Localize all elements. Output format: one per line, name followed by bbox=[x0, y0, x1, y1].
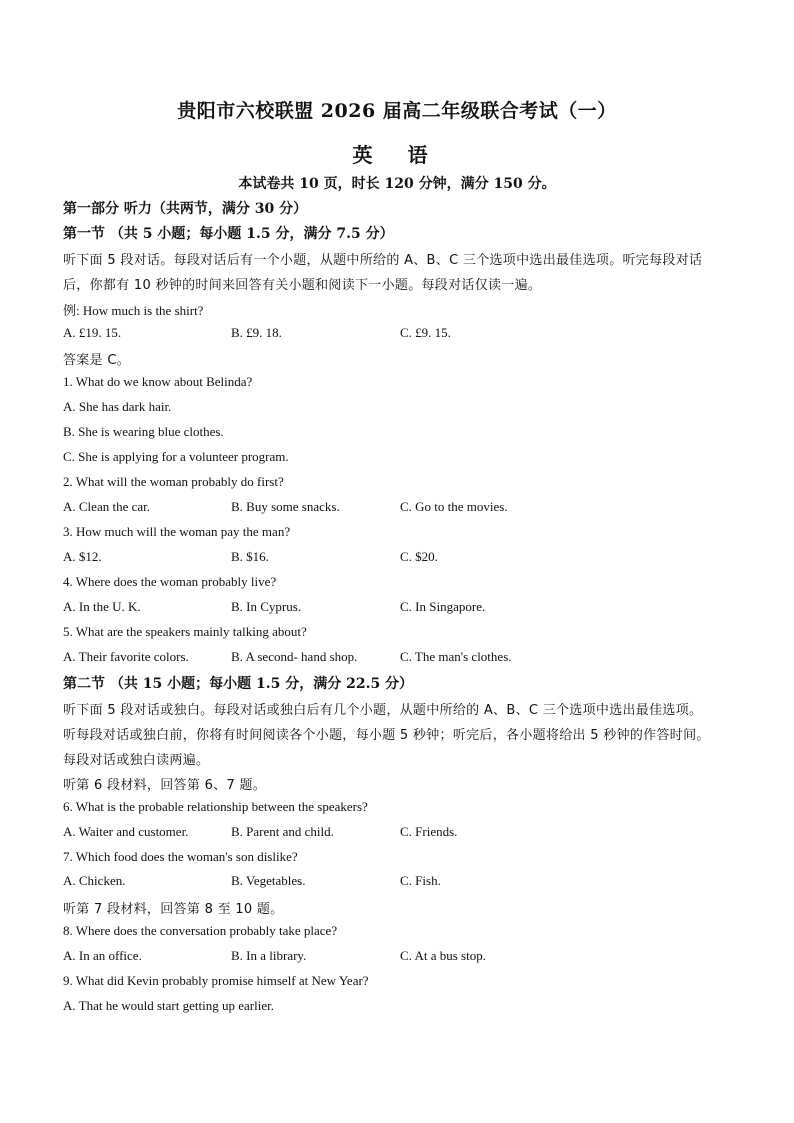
question-1: 1. What do we know about Belinda? bbox=[63, 374, 253, 389]
example-option-a: A. £19. 15. bbox=[63, 325, 122, 340]
section2-instruction-cont: 听每段对话或独白前，你将有时间阅读各个小题，每小题 5 秒钟；听完后，各小题将给出 5 秒钟的作答时间。 bbox=[63, 728, 710, 743]
question-7: 7. Which food does the woman's son dislike? bbox=[63, 849, 298, 864]
question-2-option-c: C. Go to the movies. bbox=[400, 499, 508, 514]
example-answer: 答案是 C。 bbox=[63, 353, 131, 368]
question-4-option-b: B. In Cyprus. bbox=[231, 599, 302, 614]
question-6-option-b: B. Parent and child. bbox=[231, 824, 334, 839]
question-8-option-b: B. In a library. bbox=[231, 948, 307, 963]
exam-title: 贵阳市六校联盟 2026 届高二年级联合考试（一） bbox=[177, 100, 617, 122]
question-5-option-a: A. Their favorite colors. bbox=[63, 649, 189, 664]
example-option-b: B. £9. 18. bbox=[231, 325, 282, 340]
question-5: 5. What are the speakers mainly talking about? bbox=[63, 624, 307, 639]
question-7-option-a: A. Chicken. bbox=[63, 873, 126, 888]
question-8: 8. Where does the conversation probably take place? bbox=[63, 923, 338, 938]
subject-title: 英 语 bbox=[352, 143, 442, 167]
section2-heading: 第二节 （共 15 小题；每小题 1.5 分，满分 22.5 分） bbox=[63, 676, 414, 692]
question-3-option-c: C. $20. bbox=[400, 549, 438, 564]
question-1-option-c: C. She is applying for a volunteer program. bbox=[63, 449, 289, 464]
section1-instruction-cont: 后，你都有 10 秒钟的时间来回答有关小题和阅读下一小题。每段对话仅读一遍。 bbox=[63, 278, 542, 293]
question-2-option-b: B. Buy some snacks. bbox=[231, 499, 340, 514]
section2-instruction: 听下面 5 段对话或独白。每段对话或独白后有几个小题，从题中所给的 A、B、C 三个选项中选出最佳选项。 bbox=[63, 703, 703, 718]
exam-info: 本试卷共 10 页，时长 120 分钟，满分 150 分。 bbox=[238, 176, 556, 192]
question-3-option-b: B. $16. bbox=[231, 549, 269, 564]
question-4-option-a: A. In the U. K. bbox=[63, 599, 141, 614]
question-2-option-a: A. Clean the car. bbox=[63, 499, 150, 514]
question-1-option-b: B. She is wearing blue clothes. bbox=[63, 424, 224, 439]
question-6-option-c: C. Friends. bbox=[400, 824, 458, 839]
part1-heading: 第一部分 听力（共两节，满分 30 分） bbox=[63, 201, 308, 217]
section1-heading: 第一节 （共 5 小题；每小题 1.5 分，满分 7.5 分） bbox=[63, 226, 394, 242]
section1-instruction: 听下面 5 段对话。每段对话后有一个小题，从题中所给的 A、B、C 三个选项中选出最佳选项。听完每段对话 bbox=[63, 253, 703, 268]
material-7-note: 听第 7 段材料，回答第 8 至 10 题。 bbox=[63, 902, 284, 917]
question-9-option-a: A. That he would start getting up earlier. bbox=[63, 998, 274, 1013]
question-6: 6. What is the probable relationship between the speakers? bbox=[63, 799, 368, 814]
question-4: 4. Where does the woman probably live? bbox=[63, 574, 277, 589]
question-8-option-a: A. In an office. bbox=[63, 948, 142, 963]
question-2: 2. What will the woman probably do first? bbox=[63, 474, 284, 489]
material-6-note: 听第 6 段材料，回答第 6、7 题。 bbox=[63, 778, 267, 793]
example-question: 例: How much is the shirt? bbox=[63, 303, 204, 318]
question-6-option-a: A. Waiter and customer. bbox=[63, 824, 189, 839]
question-3-option-a: A. $12. bbox=[63, 549, 102, 564]
question-5-option-b: B. A second- hand shop. bbox=[231, 649, 358, 664]
question-3: 3. How much will the woman pay the man? bbox=[63, 524, 291, 539]
section2-instruction-end: 每段对话或独白读两遍。 bbox=[63, 753, 210, 768]
question-9: 9. What did Kevin probably promise himself at New Year? bbox=[63, 973, 369, 988]
question-7-option-b: B. Vegetables. bbox=[231, 873, 306, 888]
question-7-option-c: C. Fish. bbox=[400, 873, 441, 888]
example-option-c: C. £9. 15. bbox=[400, 325, 451, 340]
question-1-option-a: A. She has dark hair. bbox=[63, 399, 172, 414]
question-4-option-c: C. In Singapore. bbox=[400, 599, 486, 614]
question-8-option-c: C. At a bus stop. bbox=[400, 948, 486, 963]
question-5-option-c: C. The man's clothes. bbox=[400, 649, 512, 664]
